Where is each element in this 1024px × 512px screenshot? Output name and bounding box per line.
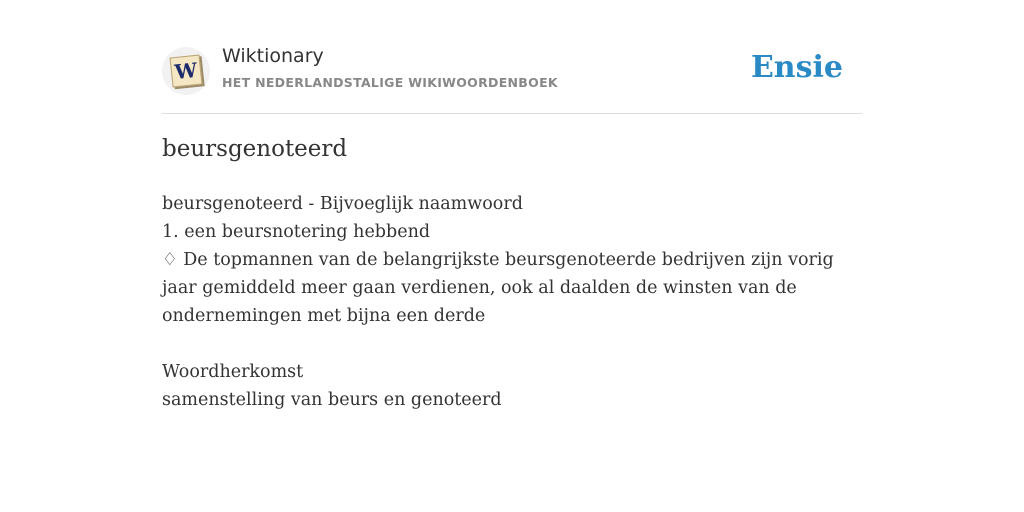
- entry-body: [162, 190, 862, 414]
- wiktionary-logo[interactable]: [162, 47, 210, 95]
- ensie-brand-link[interactable]: Ensie: [750, 50, 843, 85]
- entry-pos-line: beursgenoteerd - Bijvoeglijk naamwoord: [162, 194, 523, 214]
- etymology-text: samenstelling van beurs en genoteerd: [162, 390, 502, 410]
- entry-title: beursgenoteerd: [162, 136, 348, 162]
- wiktionary-tile-icon: W: [170, 55, 203, 88]
- page-container: [162, 0, 862, 410]
- entry-definition: 1. een beursnotering hebbend: [162, 222, 431, 242]
- entry-example: ♢ De topmannen van de belangrijkste beursgenoteerde bedrijven zijn vorig jaar gemiddeld meer gaan verdienen, ook al daalden de winsten van de ondernemingen met bijna een derde: [162, 250, 834, 326]
- header: [162, 0, 862, 114]
- etymology-heading: Woordherkomst: [162, 362, 304, 382]
- site-title[interactable]: Wiktionary: [222, 45, 324, 67]
- site-subtitle: HET NEDERLANDSTALIGE WIKIWOORDENBOEK: [222, 75, 558, 90]
- spacer: [162, 330, 862, 358]
